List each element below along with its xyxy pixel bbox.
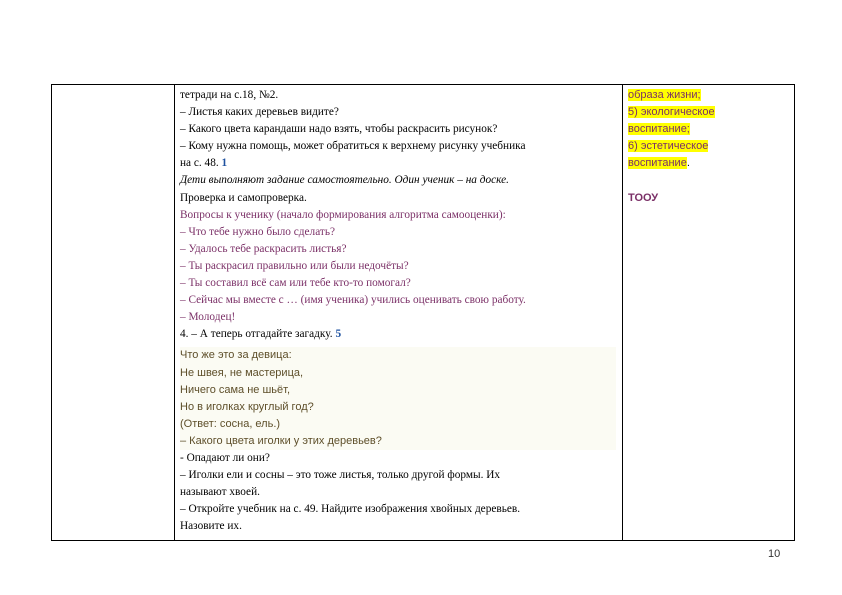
page-reference: на с. 48. xyxy=(180,157,219,170)
outcome-line: 5) экологическое xyxy=(628,106,715,118)
self-assessment-line: – Сейчас мы вместе с … (имя ученика) учились оценивать свою работу. xyxy=(180,294,526,307)
outcomes-column xyxy=(628,87,790,207)
text-line: – Листья каких деревьев видите? xyxy=(180,106,339,119)
self-assessment-line: – Удалось тебе раскрасить листья? xyxy=(180,242,347,255)
column-divider-2 xyxy=(622,85,623,540)
self-assessment-line: – Молодец! xyxy=(180,311,236,324)
text-line: тетради на с.18, №2. xyxy=(180,89,279,101)
tooy-label: ТООУ xyxy=(628,192,659,204)
self-assessment-line: – Ты раскрасил правильно или были недочёты? xyxy=(180,259,409,272)
task-instruction: Дети выполняют задание самостоятельно. Один ученик – на доске. xyxy=(180,174,509,187)
text-line xyxy=(180,155,616,172)
lesson-content xyxy=(180,87,616,535)
self-assessment-line: – Ты составил всё сам или тебе кто-то помогал? xyxy=(180,277,411,290)
slide-number-1: 1 xyxy=(221,157,228,170)
riddle-line: (Ответ: сосна, ель.) xyxy=(180,416,616,433)
riddle-line: Что же это за девица: xyxy=(180,347,616,364)
text-line: – Откройте учебник на с. 49. Найдите изображения хвойных деревьев. xyxy=(180,503,521,516)
page-number: 10 xyxy=(768,548,781,560)
question-line: – Какого цвета иголки у этих деревьев? xyxy=(180,433,616,450)
outcome-line: 6) эстетическое xyxy=(628,140,709,152)
riddle-line: Ничего сама не шьёт, xyxy=(180,382,616,399)
outcome-line: воспитание. xyxy=(628,157,690,169)
outcome-line: образа жизни; xyxy=(628,89,701,101)
text-line: – Иголки ели и сосны – это тоже листья, только другой формы. Их xyxy=(180,469,501,482)
text-line: называют хвоей. xyxy=(180,486,260,499)
column-divider-1 xyxy=(174,85,175,540)
riddle-intro-line xyxy=(180,326,616,343)
slide-number-5: 5 xyxy=(335,328,342,341)
text-line: – Какого цвета карандаши надо взять, чтобы раскрасить рисунок? xyxy=(180,123,498,136)
lesson-table xyxy=(51,84,795,541)
riddle-line: Но в иголках круглый год? xyxy=(180,399,616,416)
self-assessment-line: Вопросы к ученику (начало формирования алгоритма самооценки): xyxy=(180,208,506,221)
question-line: - Опадают ли они? xyxy=(180,451,270,464)
text-line: Назовите их. xyxy=(180,520,242,533)
text-line: – Кому нужна помощь, может обратиться к верхнему рисунку учебника xyxy=(180,140,526,153)
check-line: Проверка и самопроверка. xyxy=(180,191,307,204)
outcome-line: воспитание; xyxy=(628,123,690,135)
riddle-intro: 4. – А теперь отгадайте загадку. xyxy=(180,328,333,341)
self-assessment-line: – Что тебе нужно было сделать? xyxy=(180,225,336,238)
riddle-line: Не швея, не мастерица, xyxy=(180,365,616,382)
